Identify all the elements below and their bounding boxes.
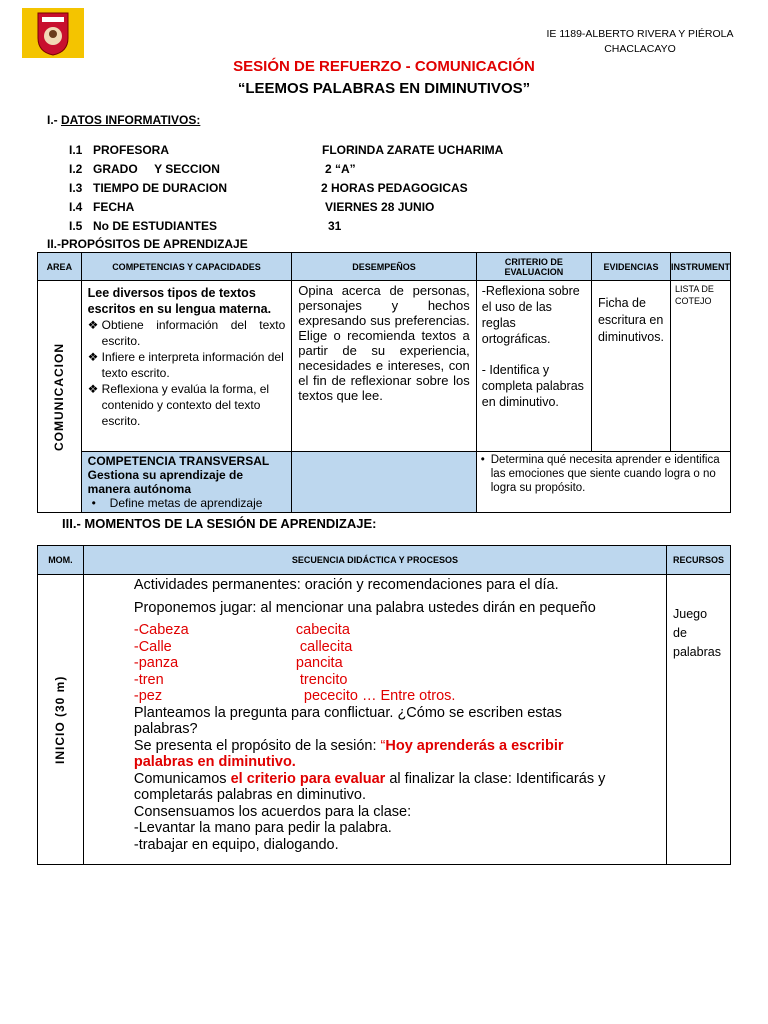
info-value: FLORINDA ZARATE UCHARIMA [322, 143, 504, 157]
diminutive: pececito … Entre otros. [295, 688, 456, 704]
competencia-title: Lee diversos tipos de textos escritos en su lengua materna. [87, 286, 272, 316]
session-moments-table [37, 545, 731, 865]
word-pair [134, 655, 616, 672]
diamond-bullet-icon: ❖ [87, 350, 99, 364]
info-row [69, 200, 134, 216]
transversal-desempeno-item [481, 453, 726, 495]
info-num: I.5 [69, 219, 83, 233]
capacidad-item [88, 349, 286, 381]
criterio-highlight: el criterio para evaluar [230, 770, 386, 787]
criterio-2: - Identifica y completa palabras en diminutivo. [481, 363, 584, 409]
info-row [69, 143, 169, 159]
header-moment: MOM. [38, 546, 84, 575]
info-num: I.3 [69, 181, 83, 195]
header-secuencia: SECUENCIA DIDÁCTICA Y PROCESOS [83, 546, 666, 575]
header-criterio: CRITERIO DE EVALUACION [476, 253, 591, 281]
learning-purposes-table [37, 252, 731, 513]
bullet-icon: • [480, 454, 485, 466]
info-row [69, 219, 217, 235]
school-logo [22, 8, 84, 58]
seq-line-agreements: Consensuamos los acuerdos para la clase: [133, 803, 412, 820]
diminutive: pancita [295, 655, 343, 671]
section1-heading [47, 113, 200, 127]
document-subtitle: “LEEMOS PALABRAS EN DIMINUTIVOS” [237, 80, 531, 97]
word-pair [134, 639, 616, 656]
header-competencias: COMPETENCIAS Y CAPACIDADES [81, 253, 292, 281]
capacidad-text: Reflexiona y evalúa la forma, el contenido y contexto del texto escrito. [101, 382, 270, 428]
info-value: 31 [328, 219, 342, 233]
section3-heading: III.- MOMENTOS DE LA SESIÓN DE APRENDIZAJE: [62, 516, 377, 531]
word-pairs [134, 622, 616, 705]
diminutive: cabecita [295, 622, 350, 638]
info-value: 2 “A” [325, 162, 356, 176]
transversal-desempeno: Determina qué necesita aprender e identifica las emociones que siente cuando logra o no logra su propósito. [490, 454, 720, 494]
instrumento-cell: LISTA DE COTEJO [670, 281, 730, 452]
info-num: I.4 [69, 200, 83, 214]
word-pair [134, 672, 616, 689]
word-pair [134, 688, 616, 705]
seq-line-game: Proponemos jugar: al mencionar una palabra ustedes dirán en pequeño [133, 599, 596, 616]
info-label: FECHA [93, 200, 135, 214]
info-row [69, 162, 220, 178]
section1-label: DATOS INFORMATIVOS: [61, 113, 201, 127]
area-label: COMUNICACION [52, 342, 67, 451]
header-area: AREA [38, 253, 82, 281]
transversal-cap-item [88, 496, 286, 510]
diamond-bullet-icon: ❖ [87, 318, 99, 332]
header-instrumento: INSTRUMENT [670, 253, 730, 281]
capacidad-item [88, 381, 286, 429]
diamond-bullet-icon: ❖ [87, 382, 99, 396]
info-row [69, 181, 227, 197]
word: -Cabeza [133, 622, 189, 638]
info-label: GRADO Y SECCION [93, 162, 220, 176]
criterio-cell [476, 281, 591, 452]
transversal-desempeno-cell [476, 452, 730, 513]
capacidad-text: Infiere e interpreta información del texto escrito. [101, 350, 284, 380]
criterio-prefix: Comunicamos [133, 770, 231, 787]
header-evidencias: EVIDENCIAS [591, 253, 670, 281]
recursos-cell: Juego de palabras [667, 575, 731, 865]
info-label: PROFESORA [93, 143, 170, 157]
transversal-title: COMPETENCIA TRANSVERSAL [87, 454, 270, 468]
school-line2: CHACLACAYO [604, 43, 676, 55]
purpose-prefix: Se presenta el propósito de la sesión: [133, 737, 381, 754]
seq-line-activities: Actividades permanentes: oración y recomendaciones para el día. [133, 577, 559, 593]
info-label: No DE ESTUDIANTES [93, 219, 218, 233]
moment-cell [38, 575, 84, 865]
word: -Calle [133, 638, 172, 655]
info-num: I.2 [69, 162, 83, 176]
word: -pez [133, 688, 163, 704]
info-num: I.1 [69, 143, 83, 157]
info-value: 2 HORAS PEDAGOGICAS [321, 181, 468, 195]
capacidad-text: Obtiene información del texto escrito. [101, 318, 286, 348]
header-desempenos: DESEMPEÑOS [292, 253, 476, 281]
desempeno-cell: Opina acerca de personas, personajes y hechos expresando sus preferencias. Elige o recomienda textos a partir de su experiencia, necesidades e intereses, con el fin de reflexionar sobre los textos que lee. [292, 281, 476, 452]
info-label: TIEMPO DE DURACION [93, 181, 228, 195]
secuencia-cell [83, 575, 666, 865]
word: -panza [133, 655, 179, 671]
school-line1: IE 1189-ALBERTO RIVERA Y PIÉROLA [546, 28, 734, 40]
school-name [520, 27, 760, 57]
area-cell [38, 281, 82, 513]
transversal-cap: Define metas de aprendizaje [109, 496, 263, 510]
evidencia-cell: Ficha de escritura en diminutivos. [591, 281, 670, 452]
document-title: SESIÓN DE REFUERZO - COMUNICACIÓN [233, 58, 535, 75]
header-recursos: RECURSOS [667, 546, 731, 575]
word: -tren [133, 671, 164, 688]
competencias-cell [81, 281, 292, 452]
section1-prefix: I.- [47, 113, 61, 127]
seq-line-agreement-1: -Levantar la mano para pedir la palabra. [133, 820, 392, 836]
transversal-spacer [292, 452, 476, 513]
diminutive: trencito [295, 671, 348, 688]
seq-line-question: Planteamos la pregunta para conflictuar. ¿Cómo se escriben estas palabras? [133, 704, 562, 737]
transversal-cell [81, 452, 292, 513]
word-pair [134, 622, 616, 639]
purpose-quote: “ [380, 737, 386, 754]
info-value: VIERNES 28 JUNIO [325, 200, 435, 214]
seq-line-agreement-2: -trabajar en equipo, dialogando. [133, 836, 339, 853]
seq-line-purpose [134, 738, 616, 771]
criterio-1: -Reflexiona sobre el uso de las reglas ortográficas. [481, 284, 580, 346]
transversal-name: Gestiona su aprendizaje de manera autónoma [87, 468, 244, 496]
section2-heading: II.-PROPÓSITOS DE APRENDIZAJE [47, 237, 248, 251]
purpose-text: Hoy aprenderás a escribir palabras en diminutivo. [133, 737, 564, 770]
seq-line-criterio [134, 771, 616, 804]
moment-label: INICIO (30 m) [53, 675, 68, 764]
capacidad-item [88, 317, 286, 349]
criterio-suffix: al finalizar la clase: Identificarás y completarás palabras en diminutivo. [133, 770, 606, 803]
diminutive: callecita [295, 638, 353, 655]
bullet-icon: • [91, 496, 96, 510]
